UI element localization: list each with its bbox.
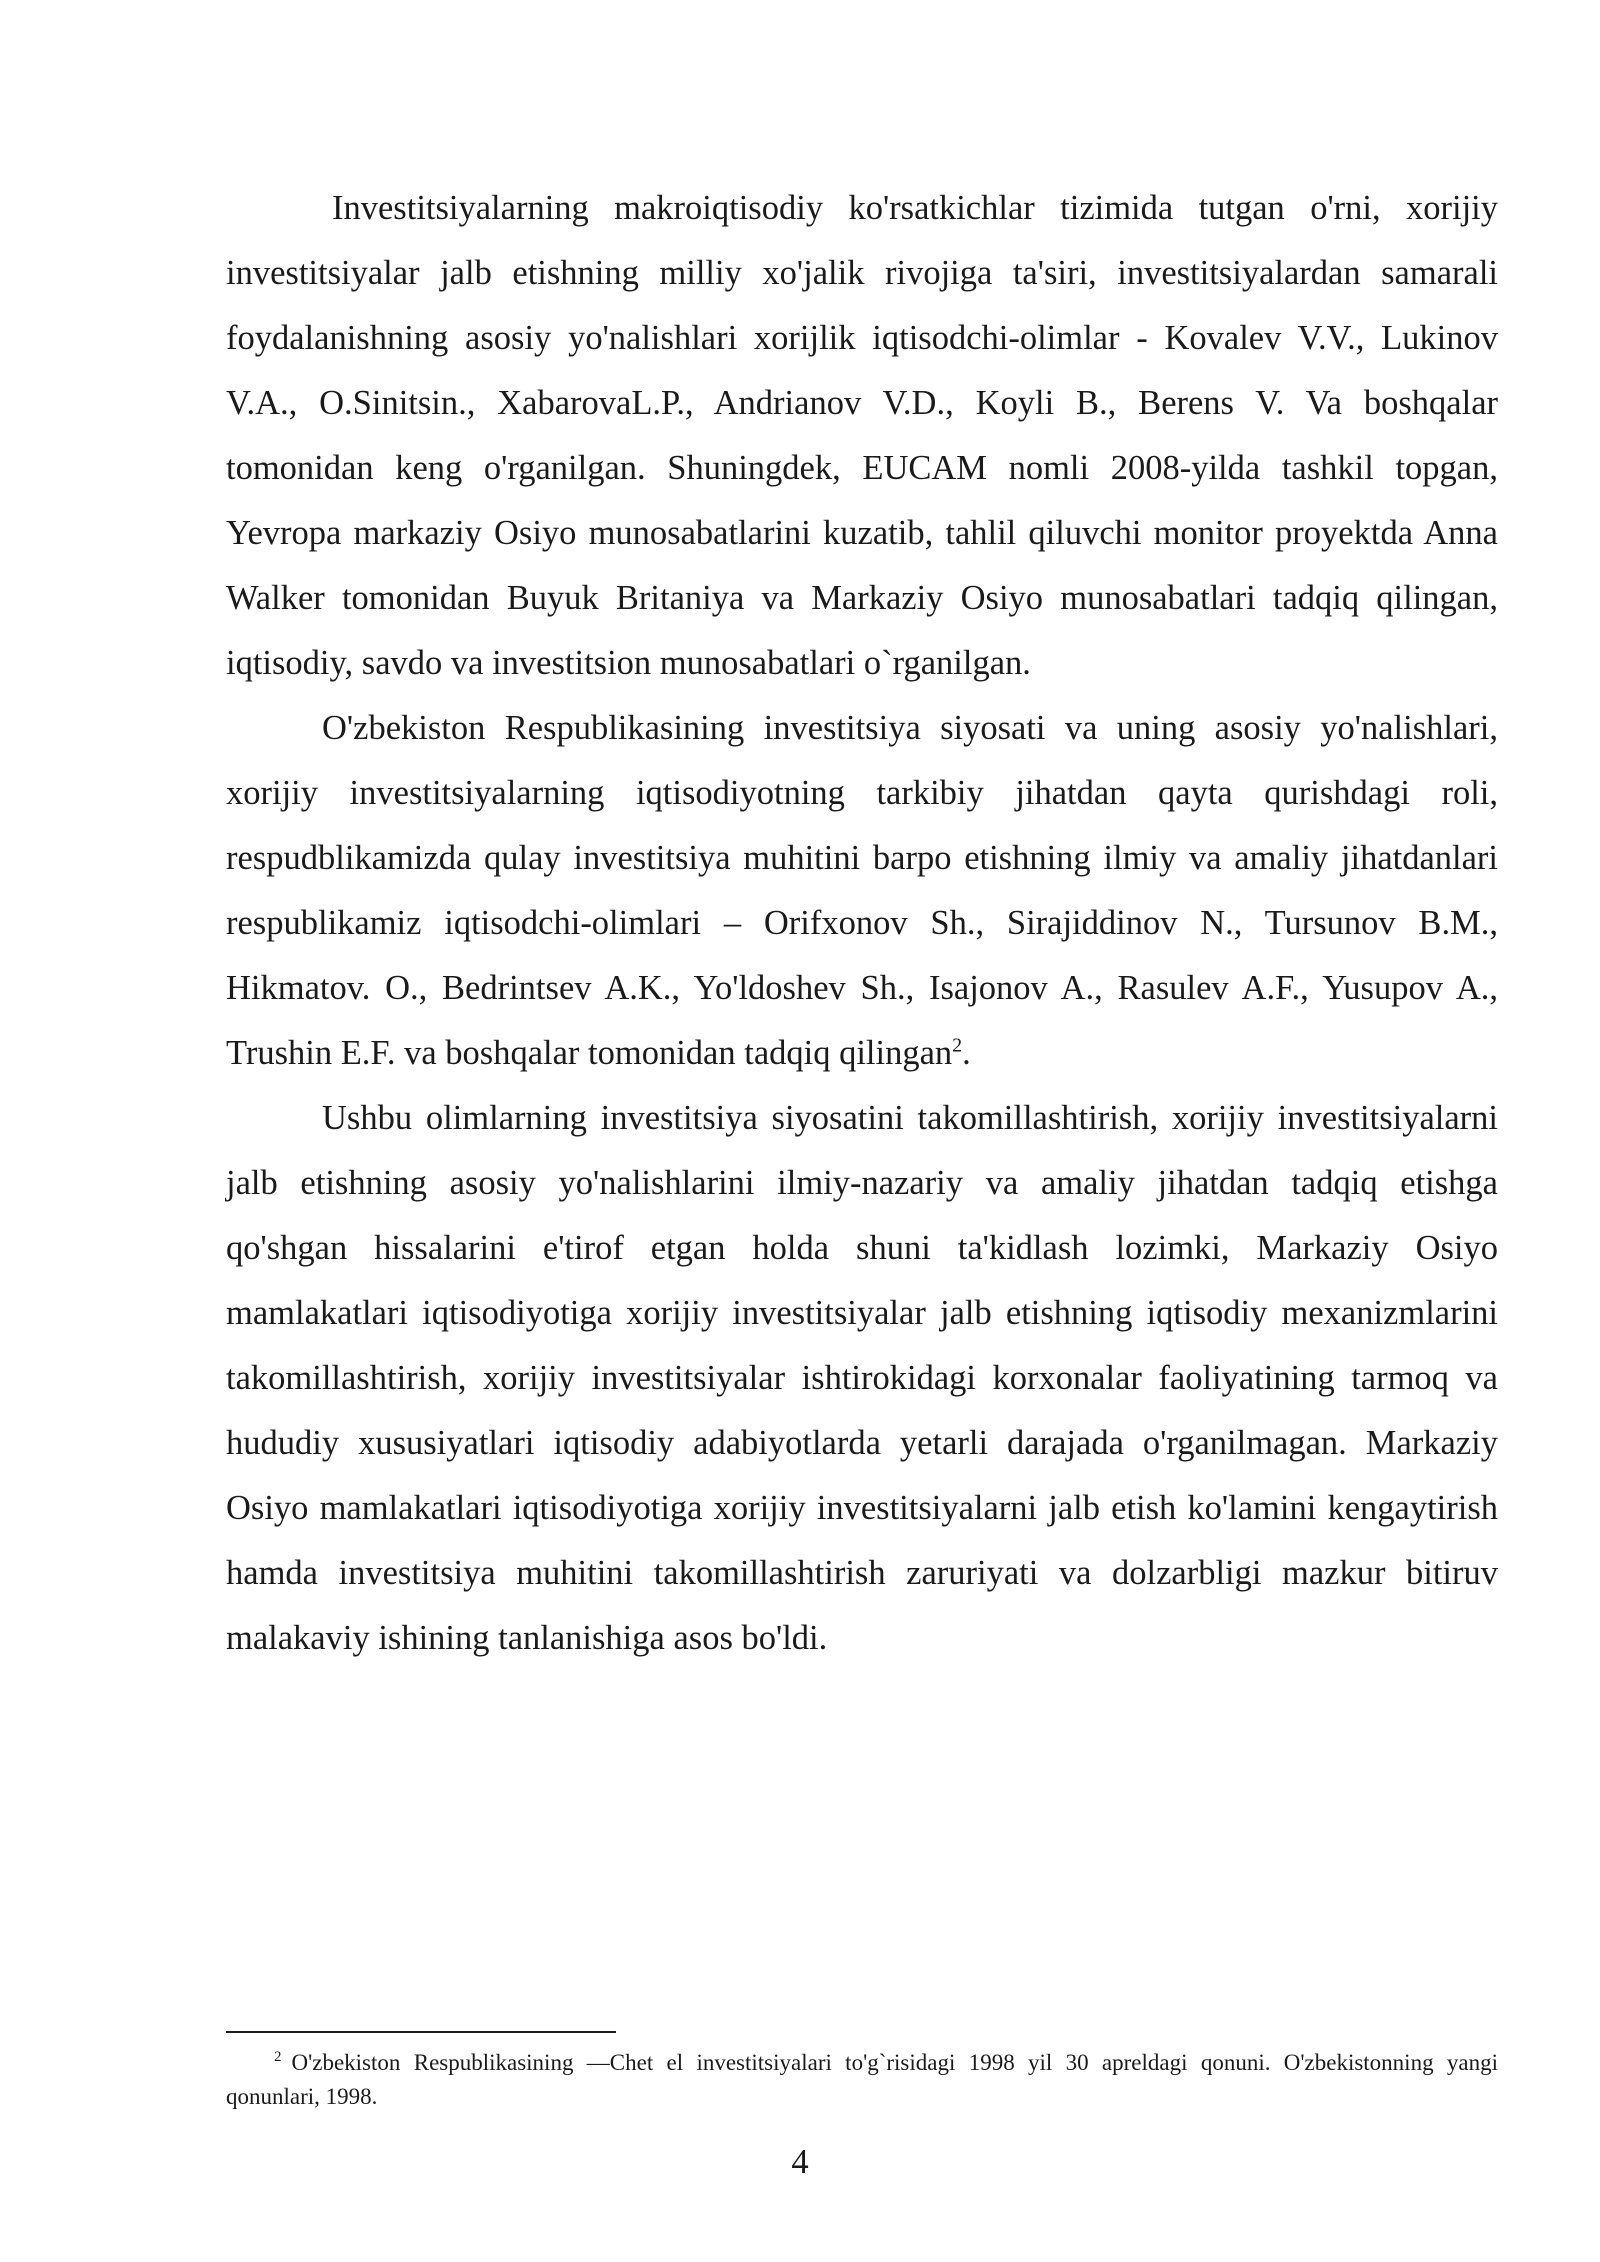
paragraph-literature-review-domestic [226, 696, 1498, 1086]
body-text [226, 176, 1498, 1671]
footnote-text: O'zbekiston Respublikasining —Chet el investitsiyalari to'g`risidagi 1998 yil 30 apreldagi qonuni. O'zbekistonning yangi qonunlari, 1998. [226, 2050, 1498, 2109]
paragraph-text: O'zbekiston Respublikasining investitsiya siyosati va uning asosiy yo'nalishlari, xorijiy investitsiyalarning iqtisodiyotning tarkibiy jihatdan qayta qurishdagi roli, respudblikamizda qulay investitsiya muhitini barpo etishning ilmiy va amaliy jihatdanlari respublikamiz iqtisodchi-olimlari – Orifxonov Sh., Sirajiddinov N., Tursunov B.M., Hikmatov. O., Bedrintsev A.K., Yo'ldoshev Sh., Isajonov A., Rasulev A.F., Yusupov A., Trushin E.F. va boshqalar tomonidan tadqiq qilingan [226, 709, 1498, 1072]
footnote-reference[interactable]: 2 [952, 1034, 963, 1057]
footnote-separator [226, 2031, 616, 2033]
paragraph-text: Investitsiyalarning makroiqtisodiy ko'rsatkichlar tizimida tutgan o'rni, xorijiy investitsiyalar jalb etishning milliy xo'jalik rivojiga ta'siri, investitsiyalardan samarali foydalanishning asosiy yo'nalishlari xorijlik iqtisodchi-olimlar - Kovalev V.V., Lukinov V.A., O.Sinitsin., XabarovaL.P., Andrianov V.D., Koyli B., Berens V. Va boshqalar tomonidan keng o'rganilgan. Shuningdek, EUCAM nomli 2008-yilda tashkil topgan, Yevropa markaziy Osiyo munosabatlarini kuzatib, tahlil qiluvchi monitor proyektda Anna Walker tomonidan Buyuk Britaniya va Markaziy Osiyo munosabatlari tadqiq qilingan, iqtisodiy, savdo va investitsion munosabatlari o`rganilgan. [226, 189, 1498, 682]
paragraph-text: Ushbu olimlarning investitsiya siyosatini takomillashtirish, xorijiy investitsiyalarni jalb etishning asosiy yo'nalishlarini ilmiy-nazariy va amaliy jihatdan tadqiq etishga qo'shgan hissalarini e'tirof etgan holda shuni ta'kidlash lozimki, Markaziy Osiyo mamlakatlari iqtisodiyotiga xorijiy investitsiyalar jalb etishning iqtisodiy mexanizmlarini takomillashtirish, xorijiy investitsiyalar ishtirokidagi korxonalar faoliyatining tarmoq va hududiy xususiyatlari iqtisodiy adabiyotlarda yetarli darajada o'rganilmagan. Markaziy Osiyo mamlakatlari iqtisodiyotiga xorijiy investitsiyalarni jalb etish ko'lamini kengaytirish hamda investitsiya muhitini takomillashtirish zaruriyati va dolzarbligi mazkur bitiruv malakaviy ishining tanlanishiga asos bo'ldi. [226, 1099, 1498, 1657]
footnote [226, 2046, 1498, 2114]
footnote-number: 2 [274, 2049, 282, 2066]
sentence-period: . [962, 1034, 971, 1072]
paragraph-literature-review-foreign [226, 176, 1498, 696]
page-number: 4 [791, 2143, 809, 2181]
paragraph-research-relevance [226, 1086, 1498, 1671]
